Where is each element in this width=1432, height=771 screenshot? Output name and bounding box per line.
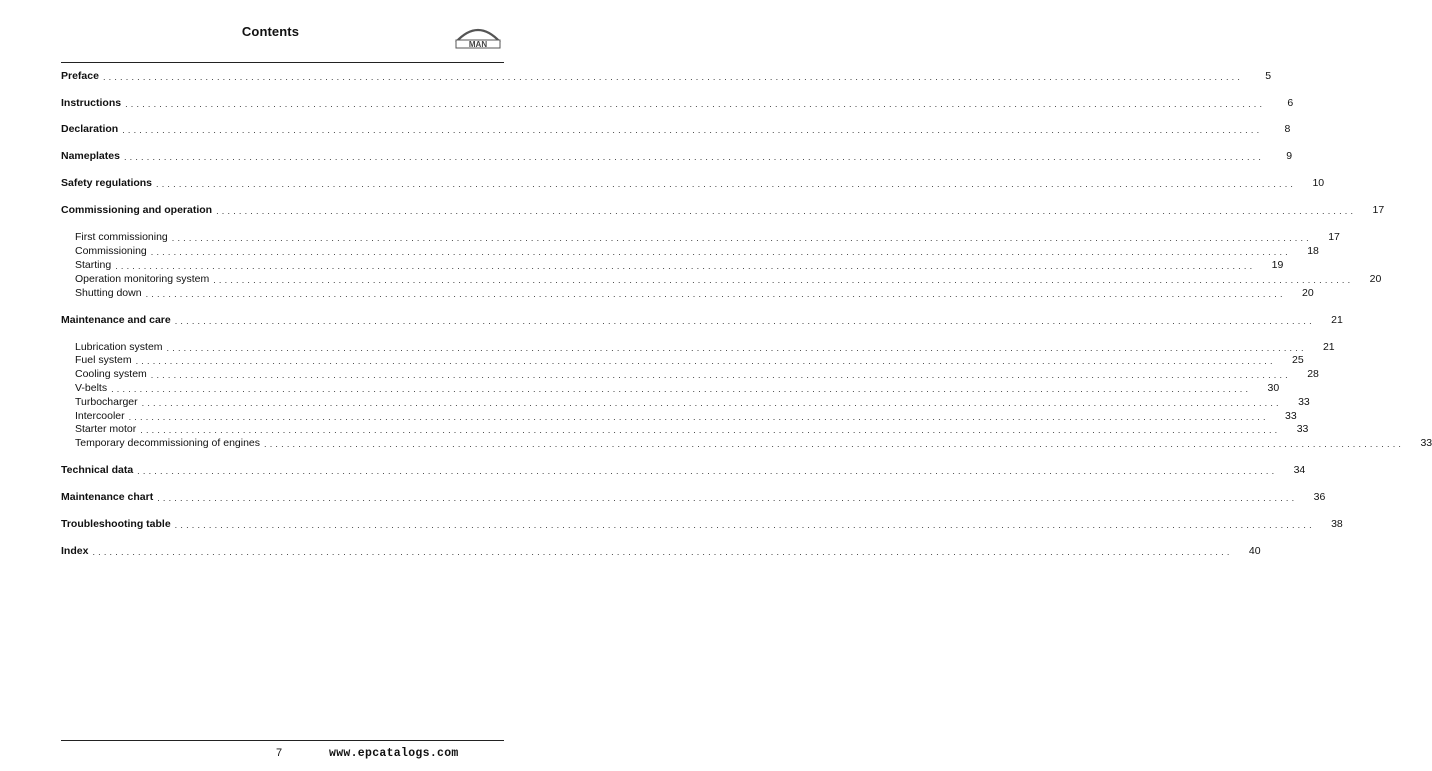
toc-dot-leader: ........................................................................................................................................................................................................ — [102, 72, 1244, 82]
toc-entry-page: 17 — [1328, 231, 1340, 243]
toc-entry[interactable] — [75, 368, 1319, 381]
toc-entry-page: 6 — [1287, 97, 1294, 109]
toc-entry-title: Fuel system — [75, 354, 132, 366]
toc-entry-title: Safety regulations — [61, 177, 153, 189]
toc-entry-title: Maintenance chart — [61, 491, 154, 503]
toc-entry-page: 19 — [1271, 259, 1284, 271]
toc-entry[interactable] — [75, 396, 1310, 409]
toc-entry-title: Preface — [61, 70, 99, 82]
toc-entry-page: 20 — [1301, 287, 1314, 299]
toc-entry-title: First commissioning — [75, 231, 168, 243]
toc-entry-page: 21 — [1322, 341, 1335, 353]
toc-dot-leader: ........................................................................................................................................................................................................ — [140, 425, 1281, 435]
toc-entry-title: Commissioning and operation — [61, 204, 213, 216]
toc-entry-page: 5 — [1265, 70, 1272, 82]
toc-dot-leader: ........................................................................................................................................................................................................ — [122, 125, 1263, 135]
toc-entry[interactable] — [61, 518, 1343, 531]
toc-dot-leader: ........................................................................................................................................................................................................ — [145, 289, 1286, 299]
toc-dot-leader: ........................................................................................................................................................................................................ — [128, 412, 1269, 422]
toc-dot-leader: ........................................................................................................................................................................................................ — [174, 520, 1315, 530]
toc-entry-title: Intercooler — [75, 410, 125, 422]
toc-entry-title: Technical data — [61, 464, 134, 476]
toc-dot-leader: ........................................................................................................................................................................................................ — [216, 206, 1357, 216]
toc-entry[interactable] — [75, 410, 1297, 423]
toc-entry-title: Lubrication system — [75, 341, 163, 353]
toc-entry-title: Operation monitoring system — [75, 273, 210, 285]
toc-entry[interactable] — [61, 177, 1325, 190]
toc-entry[interactable] — [61, 70, 1272, 83]
toc-entry-title: Turbocharger — [75, 396, 138, 408]
svg-text:MAN: MAN — [468, 40, 488, 49]
toc-dot-leader: ........................................................................................................................................................................................................ — [115, 261, 1256, 271]
toc-entry-title: Declaration — [61, 123, 119, 135]
toc-entry[interactable] — [61, 97, 1294, 110]
toc-entry-page: 17 — [1372, 204, 1385, 216]
toc-entry[interactable] — [75, 259, 1284, 272]
toc-entry[interactable] — [75, 354, 1304, 367]
toc-dot-leader: ........................................................................................................................................................................................................ — [135, 356, 1276, 366]
toc-dot-leader: ........................................................................................................................................................................................................ — [137, 466, 1278, 476]
toc-dot-leader: ........................................................................................................................................................................................................ — [150, 247, 1291, 257]
toc-entry[interactable] — [75, 245, 1319, 258]
toc-entry[interactable] — [61, 150, 1293, 163]
page-title: Contents — [241, 24, 300, 39]
toc-entry-title: Nameplates — [61, 150, 120, 162]
toc-entry[interactable] — [75, 287, 1314, 300]
toc-dot-leader: ........................................................................................................................................................................................................ — [264, 439, 1405, 449]
toc-dot-leader: ........................................................................................................................................................................................................ — [92, 547, 1233, 557]
toc-entry-page: 33 — [1420, 437, 1432, 449]
toc-entry-page: 20 — [1369, 273, 1382, 285]
toc-entry[interactable] — [61, 491, 1326, 504]
toc-entry-page: 8 — [1284, 123, 1291, 135]
toc-dot-leader: ........................................................................................................................................................................................................ — [123, 152, 1265, 162]
toc-dot-leader: ........................................................................................................................................................................................................ — [174, 316, 1315, 326]
toc-entry[interactable] — [61, 464, 1306, 477]
toc-entry-page: 18 — [1307, 245, 1319, 257]
toc-entry-title: Shutting down — [75, 287, 142, 299]
toc-entry-page: 30 — [1267, 382, 1280, 394]
toc-entry-page: 40 — [1248, 545, 1261, 557]
toc-dot-leader: ........................................................................................................................................................................................................ — [171, 233, 1312, 243]
toc-dot-leader: ........................................................................................................................................................................................................ — [156, 179, 1297, 189]
toc-entry-page: 33 — [1298, 396, 1310, 408]
toc-dot-leader: ........................................................................................................................................................................................................ — [213, 275, 1354, 285]
page-number: 7 — [276, 747, 283, 759]
toc-entry-title: Instructions — [61, 97, 122, 109]
toc-entry-title: Troubleshooting table — [61, 518, 171, 530]
footer-rule — [61, 740, 504, 741]
footer-watermark-url: www.epcatalogs.com — [329, 747, 459, 760]
toc-entry-page: 21 — [1331, 314, 1343, 326]
toc-entry[interactable] — [75, 341, 1335, 354]
toc-entry-page: 34 — [1293, 464, 1306, 476]
toc-entry[interactable] — [61, 123, 1291, 136]
toc-entry[interactable] — [75, 423, 1309, 436]
toc-dot-leader: ........................................................................................................................................................................................................ — [141, 398, 1282, 408]
toc-dot-leader: ........................................................................................................................................................................................................ — [150, 370, 1291, 380]
toc-entry-page: 10 — [1312, 177, 1325, 189]
toc-entry-page: 33 — [1285, 410, 1297, 422]
toc-entry-title: Commissioning — [75, 245, 147, 257]
toc-entry[interactable] — [75, 437, 1432, 450]
toc-dot-leader: ........................................................................................................................................................................................................ — [111, 384, 1252, 394]
toc-entry-page: 36 — [1313, 491, 1326, 503]
toc-dot-leader: ........................................................................................................................................................................................................ — [125, 99, 1266, 109]
toc-entry-title: Cooling system — [75, 368, 147, 380]
toc-dot-leader: ........................................................................................................................................................................................................ — [166, 343, 1307, 353]
toc-entry-title: Maintenance and care — [61, 314, 171, 326]
toc-entry[interactable] — [75, 382, 1280, 395]
toc-entry-title: Index — [61, 545, 89, 557]
toc-entry[interactable] — [61, 314, 1343, 327]
toc-entry[interactable] — [61, 204, 1385, 217]
toc-entry[interactable] — [75, 273, 1382, 286]
toc-entry-page: 25 — [1292, 354, 1304, 366]
toc-entry-title: Starter motor — [75, 423, 137, 435]
toc-dot-leader: ........................................................................................................................................................................................................ — [157, 493, 1298, 503]
toc-entry-page: 9 — [1286, 150, 1293, 162]
toc-entry-title: Temporary decommissioning of engines — [75, 437, 261, 449]
toc-entry-page: 33 — [1296, 423, 1309, 435]
toc-entry[interactable] — [75, 231, 1340, 244]
toc-entry-page: 38 — [1331, 518, 1343, 530]
toc-entry-title: V-belts — [75, 382, 108, 394]
toc-entry-title: Starting — [75, 259, 112, 271]
toc-entry[interactable] — [61, 545, 1261, 558]
toc-entry-page: 28 — [1307, 368, 1319, 380]
